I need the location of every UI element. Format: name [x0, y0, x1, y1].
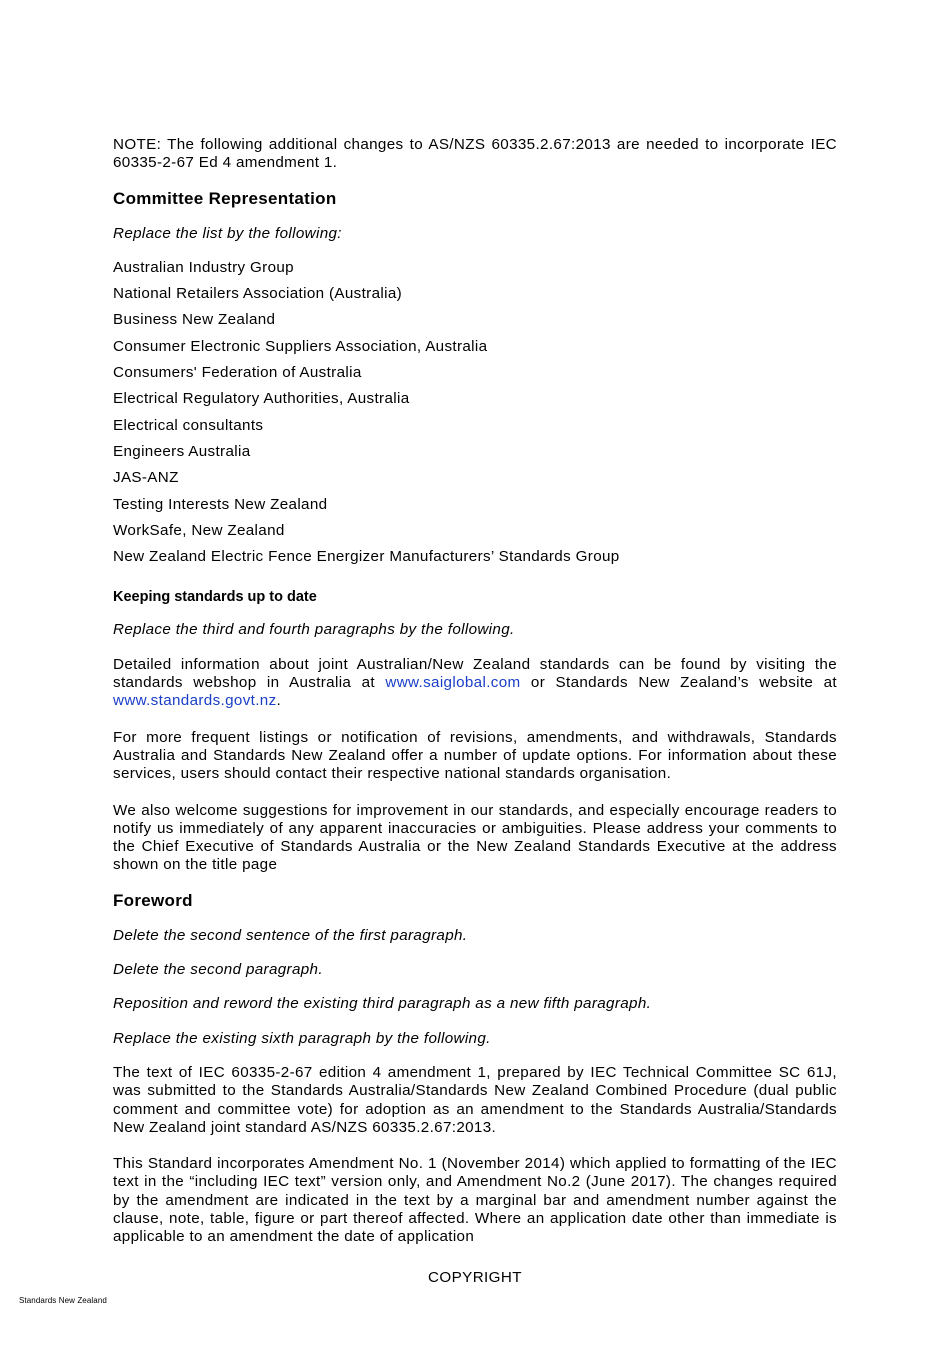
committee-member-list	[113, 259, 837, 575]
list-item: Testing Interests New Zealand	[113, 495, 328, 513]
list-item: WorkSafe, New Zealand	[113, 521, 285, 539]
foreword-instruction: Delete the second paragraph.	[113, 961, 323, 979]
list-item: New Zealand Electric Fence Energizer Manufacturers’ Standards Group	[113, 548, 620, 566]
list-item: Business New Zealand	[113, 311, 276, 329]
corner-label: Standards New Zealand	[19, 1296, 107, 1305]
foreword-paragraph: The text of IEC 60335-2-67 edition 4 amendment 1, prepared by IEC Technical Committee SC 61J, was submitted to the Standards Australia/Standards New Zealand Combined Procedure (dual public comment and committee vote) for adoption as an amendment to the Standards Australia/Standards New Zealand joint standard AS/NZS 60335.2.67:2013.	[113, 1063, 837, 1136]
amendment-note: NOTE: The following additional changes to AS/NZS 60335.2.67:2013 are needed to incorporate IEC 60335-2-67 Ed 4 amendment 1.	[113, 136, 837, 172]
foreword-instruction: Replace the existing sixth paragraph by the following.	[113, 1029, 491, 1047]
webshop-paragraph	[113, 656, 837, 711]
suggestions-paragraph: We also welcome suggestions for improvement in our standards, and especially encourage readers to notify us immediately of any apparent inaccuracies or ambiguities. Please address your comments to the Chief Executive of Standards Australia or the New Zealand Standards Executive at the address shown on the title page	[113, 801, 837, 874]
webshop-text-b: or Standards New Zealand’s website at	[520, 674, 837, 692]
list-item: Engineers Australia	[113, 442, 251, 460]
list-item: Consumer Electronic Suppliers Association, Australia	[113, 337, 488, 355]
foreword-instruction: Reposition and reword the existing third paragraph as a new fifth paragraph.	[113, 995, 652, 1013]
list-item: Electrical Regulatory Authorities, Australia	[113, 390, 410, 408]
update-options-paragraph: For more frequent listings or notification of revisions, amendments, and withdrawals, Standards Australia and Standards New Zealand offer a number of update options. For information about these services, users should contact their respective national standards organisation.	[113, 728, 837, 783]
foreword-instruction: Delete the second sentence of the first paragraph.	[113, 926, 468, 944]
document-body	[113, 136, 837, 1247]
committee-instruction: Replace the list by the following:	[113, 224, 342, 242]
saiglobal-link[interactable]: www.saiglobal.com	[385, 674, 521, 692]
keeping-instruction: Replace the third and fourth paragraphs by the following.	[113, 621, 515, 639]
webshop-text-c: .	[276, 692, 282, 710]
list-item: Consumers' Federation of Australia	[113, 364, 362, 382]
list-item: JAS-ANZ	[113, 469, 179, 487]
list-item: Electrical consultants	[113, 416, 264, 434]
foreword-paragraph: This Standard incorporates Amendment No. 1 (November 2014) which applied to formatting of the IEC text in the “including IEC text” version only, and Amendment No.2 (June 2017). The changes required by the amendment are indicated in the text by a marginal bar and amendment number against the clause, note, table, figure or part thereof affected. Where an application date other than immediate is applicable to an amendment the date of application	[113, 1155, 837, 1246]
standards-nz-link[interactable]: www.standards.govt.nz	[113, 692, 277, 710]
webshop-text-a: Detailed information about joint Australian/New Zealand standards can be found by visiting the standards webshop in Australia at	[113, 655, 837, 692]
list-item: Australian Industry Group	[113, 258, 294, 276]
committee-heading: Committee Representation	[113, 188, 337, 208]
foreword-heading: Foreword	[113, 890, 193, 910]
list-item: National Retailers Association (Australia)	[113, 285, 403, 303]
keeping-standards-heading: Keeping standards up to date	[113, 589, 317, 606]
copyright-footer: COPYRIGHT	[428, 1269, 522, 1286]
